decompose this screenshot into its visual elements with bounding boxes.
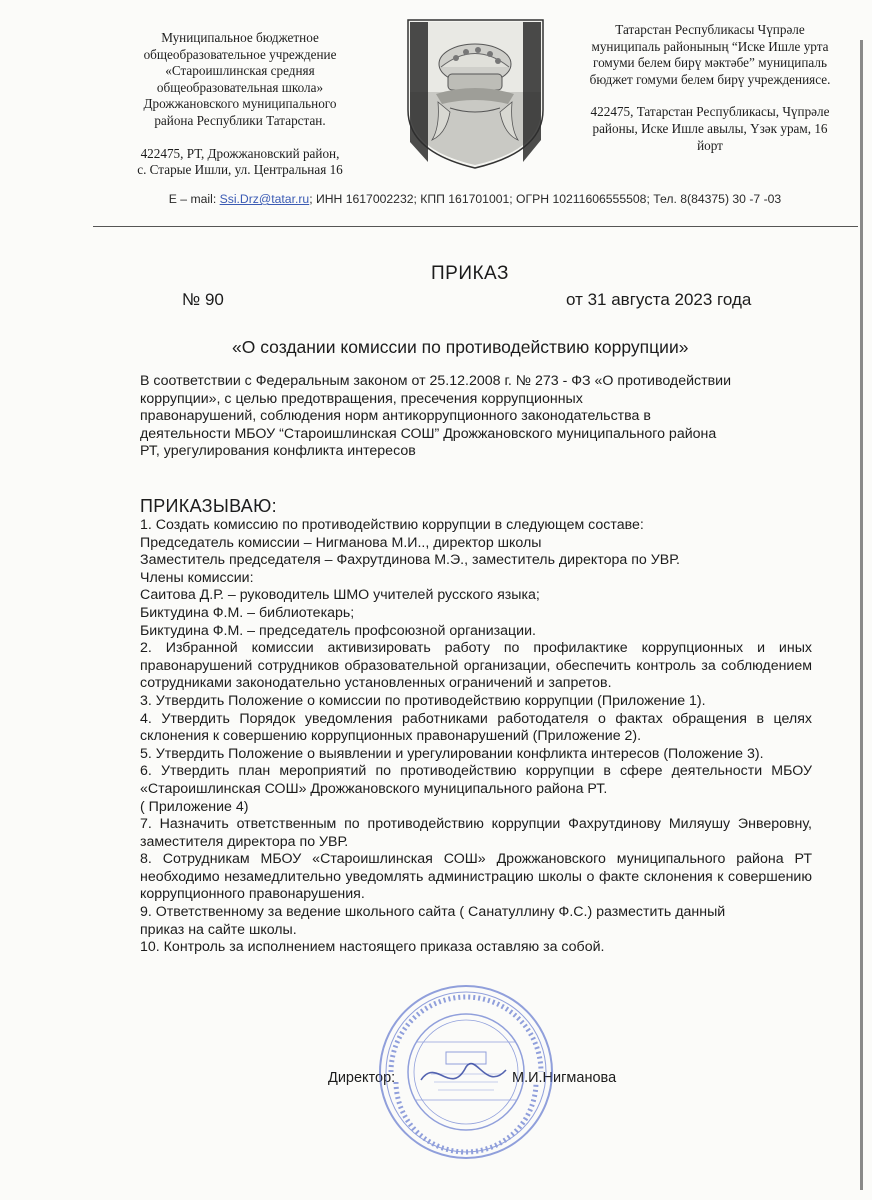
header-divider [93, 226, 858, 227]
order-item-6-appendix: ( Приложение 4) [140, 798, 249, 815]
header-left-line: общеобразовательная школа» [156, 79, 324, 95]
header-left-address: с. Старые Ишли, ул. Центральная 16 [137, 162, 343, 178]
order-number: № 90 [182, 290, 224, 309]
committee-member: Биктудина Ф.М. – библиотекарь; [140, 604, 355, 621]
preamble-line: В соответствии с Федеральным законом от 25.12.2008 г. № 273 - ФЗ «О противодействии [140, 373, 732, 389]
order-item-1: 1. Создать комиссию по противодействию коррупции в следующем составе: [140, 517, 644, 533]
header-left-line: Муниципальное бюджетное [161, 30, 319, 45]
order-item-5: 5. Утвердить Положение о выявлении и урегулировании конфликта интересов (Положение 3). [140, 745, 764, 762]
order-item-10: 10. Контроль за исполнением настоящего приказа оставляю за собой. [140, 939, 605, 956]
preamble [140, 373, 820, 461]
preamble-line: коррупции», с целью предотвращения, пресечения коррупционных [140, 390, 583, 407]
order-subject: «О создании комиссии по противодействию коррупции» [232, 337, 689, 357]
header-right-line: Татарстан Республикасы Чүпрәле [615, 22, 805, 37]
header-right-line: муниципаль районының “Иске Ишле урта [591, 38, 829, 54]
header-left-line: района Республики Татарстан. [154, 112, 326, 128]
order-word: ПРИКАЗЫВАЮ: [140, 496, 277, 516]
header-left-line: Дрожжановского муниципального [143, 96, 337, 112]
contacts-prefix: E – mail: [168, 192, 220, 206]
header-right-line: бюджет гомуми белем бирү учреждениясе. [589, 71, 831, 87]
scan-edge-line [860, 40, 863, 1190]
header-right-line: гомуми белем бирү мәктәбе” муниципаль [593, 55, 827, 71]
header-right-address: районы, Иске Ишле авылы, Үзәк урам, 16 [592, 120, 828, 136]
order-item-8: 8. Сотрудникам МБОУ «Староишлинская СОШ» Дрожжановского муниципального района РТ необходимо незамедлительно уведомлять администрацию школы о факте склонения к совершению коррупционного правонарушения. [140, 851, 812, 903]
header-left-line: общеобразовательное учреждение [143, 46, 337, 62]
committee-chair: Председатель комиссии – Нигманова М.И.., директор школы [140, 534, 542, 551]
order-date: от 31 августа 2023 года [566, 290, 752, 309]
signature-role: Директор: [328, 1070, 396, 1086]
coat-of-arms-emblem [398, 12, 553, 172]
committee-member: Биктудина Ф.М. – председатель профсоюзной организации. [140, 622, 536, 639]
order-item-9: 9. Ответственному за ведение школьного сайта ( Санатуллину Ф.С.) разместить данный [140, 904, 726, 921]
order-item-4: 4. Утвердить Порядок уведомления работниками работодателя о фактах обращения в целях склонения к совершению коррупционных правонарушений (Приложение 2). [140, 710, 812, 745]
header-right-address: 422475, Татарстан Республикасы, Чүпрәле [590, 104, 830, 120]
order-title: ПРИКАЗ [431, 263, 509, 284]
contacts-details: ; ИНН 1617002232; КПП 161701001; ОГРН 10211606555508; Тел. 8(84375) 30 -7 -03 [309, 192, 782, 206]
contacts-line [95, 192, 855, 206]
email-link[interactable]: Ssi.Drz@tatar.ru [219, 192, 310, 206]
order-item-9-cont: приказ на сайте школы. [140, 921, 297, 938]
committee-member: Саитова Д.Р. – руководитель ШМО учителей русского языка; [140, 587, 540, 604]
preamble-line: деятельности МБОУ “Староишлинская СОШ” Дрожжановского муниципального района [140, 425, 717, 442]
preamble-line: РТ, урегулирования конфликта интересов [140, 443, 416, 459]
signature-name: М.И.Нигманова [512, 1070, 617, 1086]
header-left-address: 422475, РТ, Дрожжановский район, [140, 145, 340, 161]
header-left-block [100, 30, 380, 179]
header-right-block [565, 22, 855, 154]
order-item-6: 6. Утвердить план мероприятий по противодействию коррупции в сфере деятельности МБОУ «Староишлинская СОШ» Дрожжановского муниципального района РТ. [140, 763, 812, 797]
order-item-2: 2. Избранной комиссии активизировать работу по профилактике коррупционных и иных правонарушений сотрудников образовательной организации, обеспечить контроль за соблюдением сотрудниками законодательно установленных ограничений и запретов. [140, 640, 812, 692]
order-items [140, 517, 812, 957]
header-left-line: «Староишлинская средняя [165, 63, 315, 79]
official-stamp [376, 982, 556, 1162]
committee-members-label: Члены комиссии: [140, 569, 254, 586]
preamble-line: правонарушений, соблюдения норм антикоррупционного законодательства в [140, 408, 651, 424]
header-right-address: йорт [697, 137, 723, 153]
committee-deputy: Заместитель председателя – Фахрутдинова М.Э., заместитель директора по УВР. [140, 552, 680, 569]
order-item-7: 7. Назначить ответственным по противодействию коррупции Фахрутдинову Миляушу Энверовну, заместителя директора по УВР. [140, 816, 812, 850]
order-item-3: 3. Утвердить Положение о комиссии по противодействию коррупции (Приложение 1). [140, 692, 706, 709]
